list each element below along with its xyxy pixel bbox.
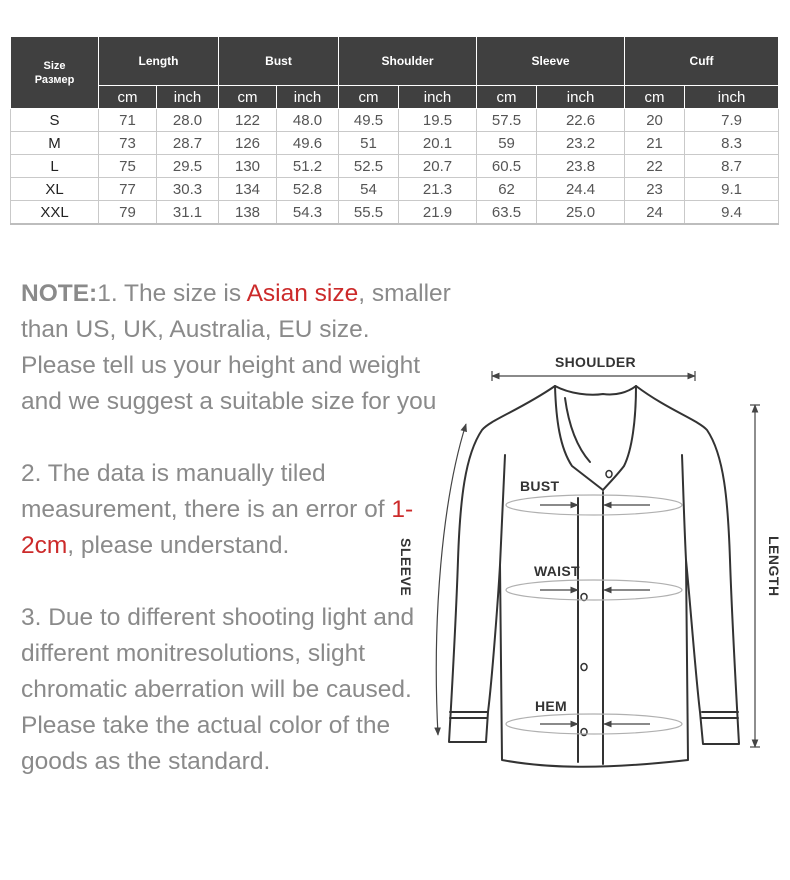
bust-label: BUST — [520, 478, 560, 494]
shirt-buttons — [581, 471, 612, 736]
measurement-cell: 54.3 — [277, 201, 339, 225]
measurement-cell: 21.9 — [399, 201, 477, 225]
cuff-header: Cuff — [625, 37, 779, 86]
shoulder-label: SHOULDER — [555, 354, 636, 370]
sleeve-header: Sleeve — [477, 37, 625, 86]
measurement-cell: 138 — [219, 201, 277, 225]
measurement-cell: 60.5 — [477, 155, 537, 178]
unit-header-inch: inch — [157, 86, 219, 109]
note-lead: NOTE: — [21, 280, 98, 307]
size-cell: L — [11, 155, 99, 178]
size-cell: XL — [11, 178, 99, 201]
measurement-cell: 20.1 — [399, 132, 477, 155]
measurement-cell: 8.7 — [685, 155, 779, 178]
measurement-cell: 24 — [625, 201, 685, 225]
note-paragraph-3: 3. Due to different shooting light and different monitresolutions, slight chromatic aberration will be caused. Please take the actual color of the goods as the standard. — [21, 604, 415, 775]
unit-header-cm: cm — [477, 86, 537, 109]
measurement-cell: 31.1 — [157, 201, 219, 225]
unit-header-inch: inch — [399, 86, 477, 109]
measurement-cell: 49.5 — [339, 109, 399, 132]
unit-header-inch: inch — [537, 86, 625, 109]
measurement-cell: 77 — [99, 178, 157, 201]
measurement-cell: 48.0 — [277, 109, 339, 132]
measurement-cell: 7.9 — [685, 109, 779, 132]
shoulder-header: Shoulder — [339, 37, 477, 86]
measurement-cell: 122 — [219, 109, 277, 132]
shirt-outline — [449, 386, 739, 767]
unit-header-inch: inch — [685, 86, 779, 109]
measurement-cell: 55.5 — [339, 201, 399, 225]
note-p2-b: , please understand. — [67, 532, 290, 559]
bust-ellipse — [506, 495, 682, 515]
size-cell: XXL — [11, 201, 99, 225]
measurement-cell: 25.0 — [537, 201, 625, 225]
measurement-cell: 71 — [99, 109, 157, 132]
note-p2-a: 2. The data is manually tiled measurement, there is an error of — [21, 460, 392, 523]
note-p1-b: , smaller than US, UK, Australia, EU size. Please tell us your height and weight and we suggest a suitable size for you — [21, 280, 451, 415]
measurement-cell: 23.2 — [537, 132, 625, 155]
measurement-cell: 8.3 — [685, 132, 779, 155]
measurement-cell: 24.4 — [537, 178, 625, 201]
hem-label: HEM — [535, 698, 568, 714]
unit-header-cm: cm — [625, 86, 685, 109]
unit-header-inch: inch — [277, 86, 339, 109]
measurement-cell: 9.4 — [685, 201, 779, 225]
measurement-cell: 29.5 — [157, 155, 219, 178]
length-header: Length — [99, 37, 219, 86]
size-header-ru: Размер — [34, 73, 75, 86]
measurement-cell: 52.8 — [277, 178, 339, 201]
note-asian-size: Asian size — [246, 280, 359, 307]
measurement-cell: 23 — [625, 178, 685, 201]
measurement-cell: 59 — [477, 132, 537, 155]
measurement-cell: 30.3 — [157, 178, 219, 201]
measurement-cell: 28.7 — [157, 132, 219, 155]
size-cell: M — [11, 132, 99, 155]
note-error-range: 1-2cm — [21, 496, 414, 559]
measurement-cell: 51 — [339, 132, 399, 155]
hem-ellipse — [506, 714, 682, 734]
measurement-cell: 49.6 — [277, 132, 339, 155]
measurement-cell: 73 — [99, 132, 157, 155]
measurement-cell: 20.7 — [399, 155, 477, 178]
measurement-cell: 19.5 — [399, 109, 477, 132]
sleeve-label: SLEEVE — [398, 538, 414, 597]
measurement-cell: 52.5 — [339, 155, 399, 178]
measurement-cell: 126 — [219, 132, 277, 155]
size-cell: S — [11, 109, 99, 132]
unit-header-cm: cm — [339, 86, 399, 109]
measurement-cell: 57.5 — [477, 109, 537, 132]
bust-header: Bust — [219, 37, 339, 86]
measurement-cell: 22 — [625, 155, 685, 178]
measurement-cell: 21.3 — [399, 178, 477, 201]
unit-header-cm: cm — [99, 86, 157, 109]
waist-label: WAIST — [534, 563, 580, 579]
measurement-cell: 130 — [219, 155, 277, 178]
measurement-cell: 20 — [625, 109, 685, 132]
measurement-cell: 23.8 — [537, 155, 625, 178]
measurement-cell: 21 — [625, 132, 685, 155]
note-p1-a: 1. The size is — [97, 280, 247, 307]
measurement-cell: 54 — [339, 178, 399, 201]
measurement-cell: 22.6 — [537, 109, 625, 132]
measurement-cell: 62 — [477, 178, 537, 201]
unit-header-cm: cm — [219, 86, 277, 109]
measurement-cell: 63.5 — [477, 201, 537, 225]
measurement-cell: 28.0 — [157, 109, 219, 132]
size-header-en: Size — [43, 59, 66, 72]
length-label: LENGTH — [766, 536, 782, 597]
measurement-cell: 75 — [99, 155, 157, 178]
measurement-cell: 9.1 — [685, 178, 779, 201]
measurement-cell: 51.2 — [277, 155, 339, 178]
measurement-cell: 134 — [219, 178, 277, 201]
measurement-cell: 79 — [99, 201, 157, 225]
waist-ellipse — [506, 580, 682, 600]
